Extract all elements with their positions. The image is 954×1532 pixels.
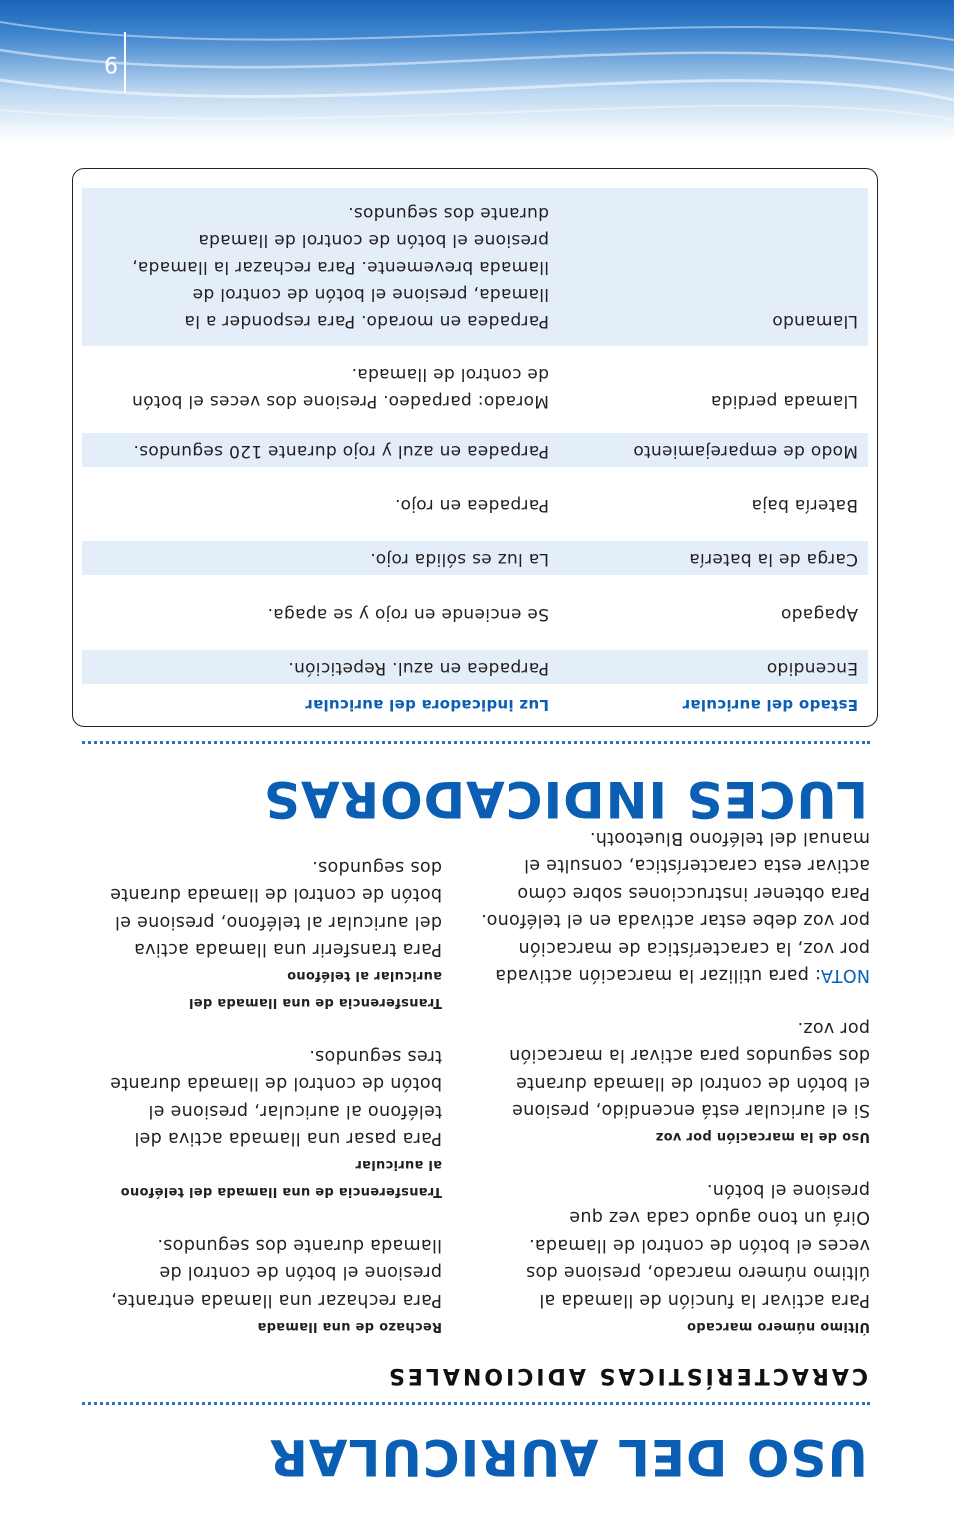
table-cell-state: Encendido <box>766 658 858 678</box>
indicator-table <box>72 168 878 727</box>
note-label: NOTA <box>820 965 870 986</box>
table-cell-state: Modo de emparejamiento <box>633 441 858 461</box>
text-trans-tel-aur: Para pasar una llamada activa del teléfono al auricular, presione el botón de control de llamada durante tres segundos. <box>109 1046 442 1149</box>
table-row <box>82 582 868 642</box>
table-cell-light: Parpadea en azul y rojo durante 120 segundos. <box>133 441 549 461</box>
heading-trans-tel-aur: Transferencia de una llamada del teléfono al auricular <box>120 1157 442 1200</box>
table-row <box>82 650 868 684</box>
header-wave-band <box>0 0 954 140</box>
page-number: 9 <box>104 51 118 76</box>
text-rechazo: Para rechazar una llamada entrante, presione el botón de control de llamada durante dos segundos. <box>110 1235 442 1310</box>
table-row <box>82 188 868 346</box>
heading-ultimo-numero: Último número marcado <box>686 1319 870 1334</box>
table-header-row <box>82 687 868 723</box>
text-trans-aur-tel: Para transferir una llamada activa del auricular al teléfono, presione el botón de control de llamada durante dos segundos. <box>109 857 442 960</box>
section-title-uso: USO DEL AURICULAR <box>268 1428 868 1486</box>
note-paragraph <box>450 824 870 989</box>
heading-uso-voz: Uso de la marcación por voz <box>655 1129 870 1145</box>
right-text-column <box>62 828 442 1341</box>
table-cell-state: Llamando <box>772 311 858 331</box>
table-cell-light: Parpadea en rojo. <box>394 495 549 515</box>
section-title-luces: LUCES INDICADORAS <box>262 770 868 828</box>
table-cell-state: Apagado <box>780 604 858 624</box>
table-row <box>82 474 868 534</box>
heading-rechazo: Rechazo de una llamada <box>257 1319 442 1334</box>
luces-divider <box>82 741 870 744</box>
heading-trans-aur-tel: Transferencia de una llamada del auricular al teléfono <box>188 968 442 1011</box>
table-cell-state: Llamada perdida <box>710 391 858 411</box>
title-divider <box>82 1402 870 1405</box>
table-cell-light: Se enciende en rojo y se apaga. <box>267 604 549 624</box>
left-text-column <box>450 824 870 1341</box>
table-cell-light: Parpadea en azul. Repetición. <box>288 658 549 678</box>
table-cell-state: Batería baja <box>751 495 858 515</box>
table-row <box>82 433 868 467</box>
table-header-state: Estado del auricular <box>682 696 858 714</box>
table-cell-light: Parpadea en morado. Para responder a la llamada, presione el botón de control de llamada brevemente. Para rechazar la llamada, presione el botón de control de llamada durante dos segundos. <box>131 203 549 331</box>
table-cell-state: Carga de la batería <box>689 549 858 569</box>
table-cell-light: Morado: parpadeo. Presione dos veces el botón de control de llamada. <box>131 364 549 411</box>
table-cell-light: La luz es sólida rojo. <box>370 549 549 569</box>
note-text: : para utilizar la marcación activada por voz, la característica de marcación por voz debe estar activada en el teléfono. Para obtener instrucciones sobre cómo activar esta característica, consulte el manual del teléfono Bluetooth. <box>480 828 870 986</box>
text-uso-voz: Si el auricular está encendido, presione el botón de control de llamada durante dos segundos para activar la marcación por voz. <box>508 1018 870 1121</box>
table-row <box>82 541 868 575</box>
table-row <box>82 348 868 426</box>
section-subtitle-caracteristicas: CARACTERÍSTICAS ADICIONALES <box>386 1363 868 1388</box>
text-ultimo-numero: Para activar la función de llamada al último número marcado, presione dos veces el botón de control de llamada. Oirá un tono agudo cada vez que presione el botón. <box>525 1180 870 1310</box>
table-header-light: Luz indicadora del auricular <box>305 696 549 714</box>
